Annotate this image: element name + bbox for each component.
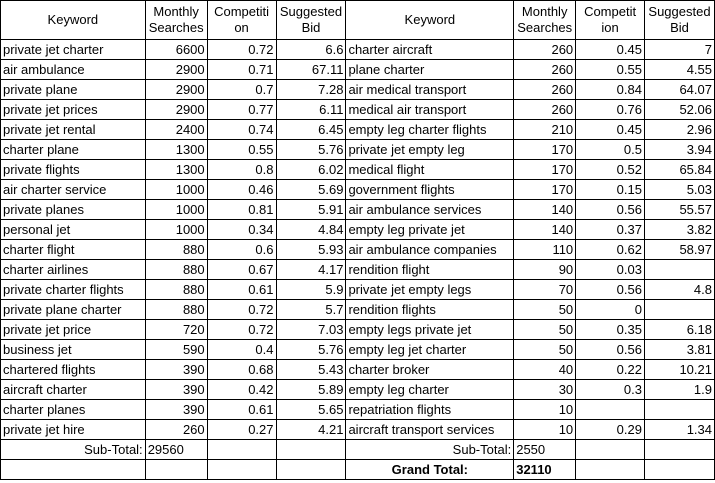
grand-total-row (1, 460, 715, 480)
keyword-cell-right: air ambulance companies (346, 240, 514, 260)
monthly-searches-cell-right: 70 (514, 280, 576, 300)
suggested-bid-cell-right: 1.9 (644, 380, 714, 400)
monthly-searches-cell-right: 260 (514, 60, 576, 80)
suggested-bid-cell-right: 3.81 (644, 340, 714, 360)
monthly-searches-cell-right: 40 (514, 360, 576, 380)
suggested-bid-cell-right: 4.8 (644, 280, 714, 300)
table-row (1, 260, 715, 280)
header-competition: Competiti on (207, 1, 276, 40)
competition-cell: 0.7 (207, 80, 276, 100)
competition-cell-right: 0.03 (576, 260, 645, 280)
keyword-cell: charter flight (1, 240, 146, 260)
suggested-bid-cell-right: 2.96 (644, 120, 714, 140)
suggested-bid-cell: 5.43 (276, 360, 346, 380)
empty-cell (276, 440, 346, 460)
subtotal-label-right: Sub-Total: (346, 440, 514, 460)
empty-cell (276, 460, 346, 480)
empty-cell (644, 460, 714, 480)
competition-cell: 0.46 (207, 180, 276, 200)
table-row (1, 120, 715, 140)
suggested-bid-cell-right: 4.55 (644, 60, 714, 80)
monthly-searches-cell-right: 170 (514, 180, 576, 200)
competition-cell-right: 0.56 (576, 200, 645, 220)
competition-cell: 0.68 (207, 360, 276, 380)
competition-cell-right: 0.45 (576, 40, 645, 60)
keyword-cell-right: charter broker (346, 360, 514, 380)
monthly-searches-cell-right: 50 (514, 300, 576, 320)
keyword-cell-right: rendition flight (346, 260, 514, 280)
table-row (1, 420, 715, 440)
competition-cell-right: 0.5 (576, 140, 645, 160)
suggested-bid-cell-right (644, 260, 714, 280)
competition-cell: 0.72 (207, 320, 276, 340)
suggested-bid-cell-right: 3.94 (644, 140, 714, 160)
monthly-searches-cell-right: 140 (514, 220, 576, 240)
header-monthly-searches-right: Monthly Searches (514, 1, 576, 40)
competition-cell-right: 0.45 (576, 120, 645, 140)
empty-cell (1, 460, 146, 480)
suggested-bid-cell-right: 5.03 (644, 180, 714, 200)
monthly-searches-cell-right: 90 (514, 260, 576, 280)
table-row (1, 400, 715, 420)
competition-cell-right: 0.22 (576, 360, 645, 380)
suggested-bid-cell: 6.6 (276, 40, 346, 60)
monthly-searches-cell: 1300 (145, 160, 207, 180)
monthly-searches-cell: 880 (145, 280, 207, 300)
table-row (1, 380, 715, 400)
suggested-bid-cell: 5.93 (276, 240, 346, 260)
suggested-bid-cell: 5.9 (276, 280, 346, 300)
keyword-cell-right: empty leg private jet (346, 220, 514, 240)
keyword-cell-right: rendition flights (346, 300, 514, 320)
monthly-searches-cell-right: 140 (514, 200, 576, 220)
suggested-bid-cell: 5.69 (276, 180, 346, 200)
competition-cell-right: 0.62 (576, 240, 645, 260)
keyword-cell: air charter service (1, 180, 146, 200)
suggested-bid-cell: 6.45 (276, 120, 346, 140)
suggested-bid-cell-right (644, 300, 714, 320)
competition-cell: 0.81 (207, 200, 276, 220)
suggested-bid-cell: 5.91 (276, 200, 346, 220)
table-row (1, 220, 715, 240)
table-body (1, 40, 715, 440)
suggested-bid-cell: 7.28 (276, 80, 346, 100)
keyword-cell-right: charter aircraft (346, 40, 514, 60)
keyword-cell: private jet rental (1, 120, 146, 140)
keyword-cell: business jet (1, 340, 146, 360)
competition-cell-right: 0 (576, 300, 645, 320)
monthly-searches-cell: 1000 (145, 220, 207, 240)
keyword-cell-right: empty leg charter (346, 380, 514, 400)
competition-cell-right: 0.56 (576, 280, 645, 300)
suggested-bid-cell-right: 55.57 (644, 200, 714, 220)
subtotal-value-left: 29560 (145, 440, 207, 460)
monthly-searches-cell: 2900 (145, 80, 207, 100)
monthly-searches-cell: 390 (145, 380, 207, 400)
table-row (1, 40, 715, 60)
table-row (1, 80, 715, 100)
keyword-cell-right: air medical transport (346, 80, 514, 100)
empty-cell (207, 460, 276, 480)
suggested-bid-cell-right: 52.06 (644, 100, 714, 120)
table-row (1, 160, 715, 180)
keyword-cell-right: air ambulance services (346, 200, 514, 220)
suggested-bid-cell: 5.7 (276, 300, 346, 320)
keyword-cell-right: government flights (346, 180, 514, 200)
suggested-bid-cell: 67.11 (276, 60, 346, 80)
keyword-cell: aircraft charter (1, 380, 146, 400)
keyword-cell: private plane charter (1, 300, 146, 320)
competition-cell: 0.61 (207, 280, 276, 300)
keyword-cell-right: aircraft transport services (346, 420, 514, 440)
competition-cell: 0.42 (207, 380, 276, 400)
keyword-cell: private jet price (1, 320, 146, 340)
keyword-cell: personal jet (1, 220, 146, 240)
monthly-searches-cell: 2900 (145, 100, 207, 120)
competition-cell: 0.34 (207, 220, 276, 240)
competition-cell-right: 0.37 (576, 220, 645, 240)
monthly-searches-cell-right: 170 (514, 160, 576, 180)
table-row (1, 340, 715, 360)
header-monthly-searches: Monthly Searches (145, 1, 207, 40)
header-suggested-bid-right: Suggested Bid (644, 1, 714, 40)
monthly-searches-cell: 390 (145, 360, 207, 380)
keyword-cell: private planes (1, 200, 146, 220)
competition-cell: 0.72 (207, 300, 276, 320)
table-row (1, 320, 715, 340)
header-competition-right: Competit ion (576, 1, 645, 40)
monthly-searches-cell-right: 260 (514, 80, 576, 100)
suggested-bid-cell-right (644, 400, 714, 420)
table-row (1, 60, 715, 80)
keyword-cell-right: private jet empty leg (346, 140, 514, 160)
monthly-searches-cell: 880 (145, 300, 207, 320)
subtotal-value-right: 2550 (514, 440, 576, 460)
monthly-searches-cell: 6600 (145, 40, 207, 60)
table-row (1, 100, 715, 120)
subtotal-label-left: Sub-Total: (1, 440, 146, 460)
competition-cell: 0.27 (207, 420, 276, 440)
monthly-searches-cell-right: 260 (514, 40, 576, 60)
suggested-bid-cell-right: 6.18 (644, 320, 714, 340)
suggested-bid-cell: 7.03 (276, 320, 346, 340)
monthly-searches-cell: 1000 (145, 180, 207, 200)
suggested-bid-cell: 4.17 (276, 260, 346, 280)
competition-cell: 0.61 (207, 400, 276, 420)
keyword-cell: private flights (1, 160, 146, 180)
keyword-cell-right: private jet empty legs (346, 280, 514, 300)
competition-cell: 0.77 (207, 100, 276, 120)
competition-cell-right (576, 400, 645, 420)
competition-cell: 0.71 (207, 60, 276, 80)
suggested-bid-cell-right: 3.82 (644, 220, 714, 240)
suggested-bid-cell: 5.76 (276, 340, 346, 360)
suggested-bid-cell-right: 58.97 (644, 240, 714, 260)
monthly-searches-cell: 880 (145, 260, 207, 280)
keyword-cell: private jet charter (1, 40, 146, 60)
table-row (1, 200, 715, 220)
header-row (1, 1, 715, 40)
competition-cell: 0.8 (207, 160, 276, 180)
keyword-cell-right: empty leg charter flights (346, 120, 514, 140)
competition-cell: 0.72 (207, 40, 276, 60)
suggested-bid-cell: 5.65 (276, 400, 346, 420)
monthly-searches-cell-right: 50 (514, 340, 576, 360)
keyword-cell-right: empty leg jet charter (346, 340, 514, 360)
keyword-cell: private plane (1, 80, 146, 100)
competition-cell-right: 0.15 (576, 180, 645, 200)
empty-cell (207, 440, 276, 460)
competition-cell-right: 0.35 (576, 320, 645, 340)
table-row (1, 140, 715, 160)
competition-cell-right: 0.3 (576, 380, 645, 400)
competition-cell: 0.67 (207, 260, 276, 280)
suggested-bid-cell: 4.84 (276, 220, 346, 240)
keyword-cell-right: plane charter (346, 60, 514, 80)
monthly-searches-cell: 2900 (145, 60, 207, 80)
keyword-cell-right: medical air transport (346, 100, 514, 120)
suggested-bid-cell: 5.76 (276, 140, 346, 160)
monthly-searches-cell-right: 170 (514, 140, 576, 160)
suggested-bid-cell-right: 1.34 (644, 420, 714, 440)
competition-cell-right: 0.76 (576, 100, 645, 120)
monthly-searches-cell-right: 110 (514, 240, 576, 260)
monthly-searches-cell: 1000 (145, 200, 207, 220)
suggested-bid-cell-right: 10.21 (644, 360, 714, 380)
suggested-bid-cell: 4.21 (276, 420, 346, 440)
header-keyword-right: Keyword (346, 1, 514, 40)
empty-cell (644, 440, 714, 460)
competition-cell-right: 0.84 (576, 80, 645, 100)
table-row (1, 300, 715, 320)
keyword-cell-right: medical flight (346, 160, 514, 180)
keyword-cell: charter planes (1, 400, 146, 420)
suggested-bid-cell-right: 65.84 (644, 160, 714, 180)
monthly-searches-cell-right: 50 (514, 320, 576, 340)
suggested-bid-cell-right: 64.07 (644, 80, 714, 100)
monthly-searches-cell: 260 (145, 420, 207, 440)
monthly-searches-cell: 1300 (145, 140, 207, 160)
header-suggested-bid: Suggested Bid (276, 1, 346, 40)
table-row (1, 240, 715, 260)
competition-cell: 0.55 (207, 140, 276, 160)
subtotal-row (1, 440, 715, 460)
competition-cell: 0.6 (207, 240, 276, 260)
keyword-cell: air ambulance (1, 60, 146, 80)
grand-total-value: 32110 (514, 460, 576, 480)
monthly-searches-cell-right: 10 (514, 420, 576, 440)
header-keyword: Keyword (1, 1, 146, 40)
keyword-cell: chartered flights (1, 360, 146, 380)
monthly-searches-cell: 390 (145, 400, 207, 420)
table-row (1, 360, 715, 380)
competition-cell-right: 0.52 (576, 160, 645, 180)
competition-cell: 0.4 (207, 340, 276, 360)
monthly-searches-cell: 720 (145, 320, 207, 340)
suggested-bid-cell: 6.02 (276, 160, 346, 180)
keyword-cell-right: repatriation flights (346, 400, 514, 420)
suggested-bid-cell-right: 7 (644, 40, 714, 60)
empty-cell (145, 460, 207, 480)
keyword-cell: charter plane (1, 140, 146, 160)
competition-cell-right: 0.29 (576, 420, 645, 440)
table-row (1, 280, 715, 300)
competition-cell-right: 0.55 (576, 60, 645, 80)
competition-cell: 0.74 (207, 120, 276, 140)
monthly-searches-cell: 590 (145, 340, 207, 360)
monthly-searches-cell: 2400 (145, 120, 207, 140)
keyword-cell-right: empty legs private jet (346, 320, 514, 340)
monthly-searches-cell-right: 10 (514, 400, 576, 420)
monthly-searches-cell-right: 260 (514, 100, 576, 120)
monthly-searches-cell-right: 210 (514, 120, 576, 140)
competition-cell-right: 0.56 (576, 340, 645, 360)
keyword-cell: private charter flights (1, 280, 146, 300)
table-row (1, 180, 715, 200)
grand-total-label: Grand Total: (346, 460, 514, 480)
keyword-cell: private jet hire (1, 420, 146, 440)
suggested-bid-cell: 6.11 (276, 100, 346, 120)
keyword-cell: charter airlines (1, 260, 146, 280)
empty-cell (576, 440, 645, 460)
suggested-bid-cell: 5.89 (276, 380, 346, 400)
keyword-cell: private jet prices (1, 100, 146, 120)
monthly-searches-cell: 880 (145, 240, 207, 260)
monthly-searches-cell-right: 30 (514, 380, 576, 400)
empty-cell (576, 460, 645, 480)
